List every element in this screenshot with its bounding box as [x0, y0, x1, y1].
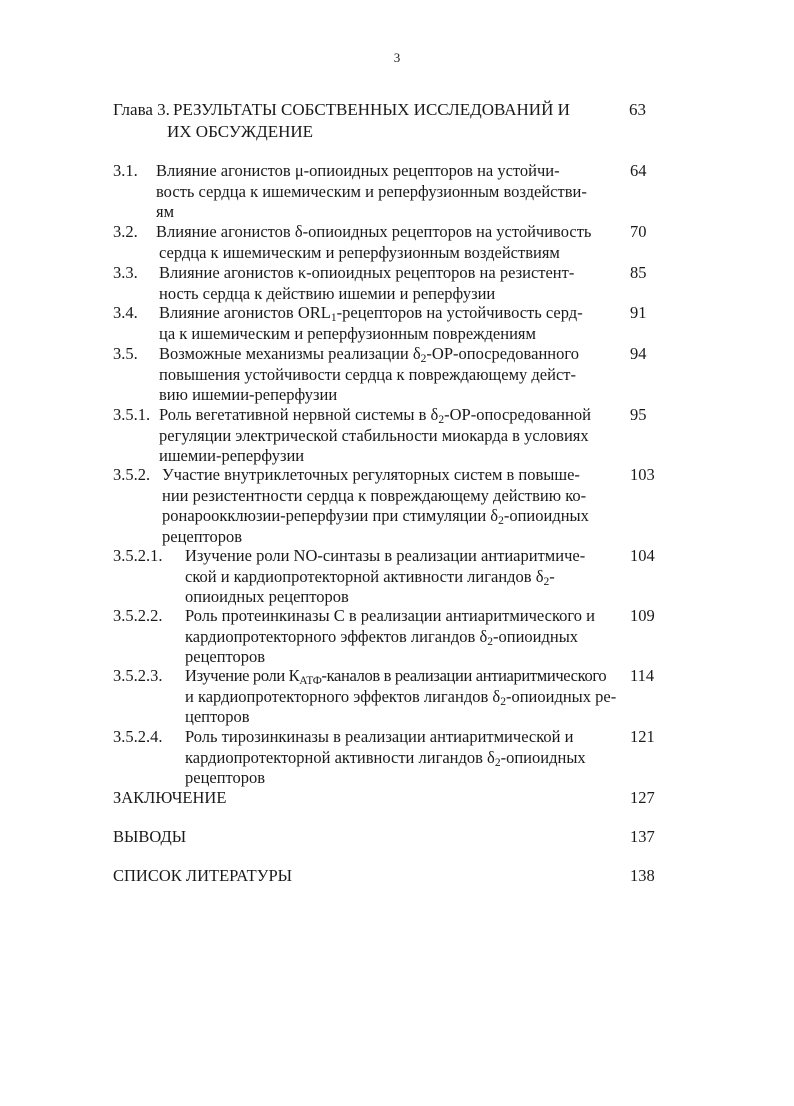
entry-line: ишемии-реперфузии: [159, 446, 305, 465]
entry-line: Влияние агонистов κ-опиоидных рецепторов на резистент-: [159, 263, 575, 282]
entry-number: 3.3.: [113, 263, 138, 282]
chapter-page: 63: [629, 100, 646, 119]
toc-entry-conclusions[interactable]: [113, 827, 673, 849]
toc-entry-3-5-2-4[interactable]: [113, 727, 673, 789]
entry-line: повышения устойчивости сердца к повреждающему дейст-: [159, 364, 576, 384]
entry-label: ВЫВОДЫ: [113, 827, 187, 846]
entry-line: Влияние агонистов μ-опиоидных рецепторов на устойчи-: [156, 161, 560, 180]
entry-page: 64: [630, 161, 647, 180]
entry-page: 70: [630, 222, 647, 241]
entry-line: рецепторов: [185, 647, 266, 666]
entry-page: 91: [630, 303, 647, 322]
entry-line: опиоидных рецепторов: [185, 587, 349, 606]
entry-line: Роль тирозинкиназы в реализации антиаритмической и: [185, 727, 574, 746]
entry-line: рецепторов: [162, 526, 243, 546]
entry-number: 3.5.2.4.: [113, 727, 163, 746]
entry-line: кардиопротекторного эффектов лигандов $\delta_2$-опиоидных: [185, 626, 579, 648]
toc-chapter[interactable]: [113, 99, 673, 145]
entry-number: 3.2.: [113, 222, 138, 241]
chapter-title-line2: ИХ ОБСУЖДЕНИЕ: [167, 122, 314, 141]
chapter-title-line1: РЕЗУЛЬТАТЫ СОБСТВЕННЫХ ИССЛЕДОВАНИЙ И: [173, 100, 570, 119]
toc-entry-3-5-2[interactable]: [113, 465, 673, 547]
page-number: 3: [393, 50, 401, 65]
toc-entry-3-5-2-2[interactable]: [113, 606, 673, 668]
entry-line: вию ишемии-реперфузии: [159, 385, 338, 404]
entry-line: Влияние агонистов $ORL_1$-рецепторов на устойчивость серд-: [159, 303, 583, 324]
toc-entry-3-5-1[interactable]: [113, 405, 673, 467]
entry-page: 109: [630, 606, 655, 625]
entry-page: 127: [630, 788, 655, 807]
entry-line: кардиопротекторной активности лигандов $\delta_2$-опиоидных: [185, 747, 586, 769]
entry-number: 3.1.: [113, 161, 138, 180]
entry-line: нии резистентности сердца к повреждающему действию ко-: [162, 485, 587, 505]
chapter-prefix: Глава 3.: [113, 100, 170, 119]
entry-page: 121: [630, 727, 655, 746]
entry-line: ской и кардиопротекторной активности лигандов $\delta_2-$: [185, 566, 555, 588]
entry-line: Возможные механизмы реализации $\delta_2-ОР$-опосредованного: [159, 344, 579, 365]
entry-line: регуляции электрической стабильности миокарда в условиях: [159, 425, 589, 445]
toc-entry-3-5-2-1[interactable]: [113, 546, 673, 608]
entry-line: Участие внутриклеточных регуляторных систем в повыше-: [162, 465, 580, 484]
entry-line: Роль протеинкиназы С в реализации антиаритмического и: [185, 606, 595, 625]
entry-page: 137: [630, 827, 655, 846]
entry-number: 3.5.2.1.: [113, 546, 163, 565]
entry-line: ца к ишемическим и реперфузионным повреждениям: [159, 323, 536, 343]
toc-entry-references[interactable]: [113, 866, 673, 888]
entry-line: ронароокклюзии-реперфузии при стимуляции $\delta_2$-опиоидных: [162, 506, 589, 527]
entry-page: 95: [630, 405, 647, 424]
entry-number: 3.4.: [113, 303, 138, 322]
entry-number: 3.5.2.2.: [113, 606, 163, 625]
toc-entry-3-5-2-3[interactable]: [113, 666, 673, 728]
toc-entry-3-4[interactable]: [113, 303, 673, 345]
entry-number: 3.5.1.: [113, 405, 151, 424]
entry-page: 114: [630, 666, 655, 685]
entry-line: цепторов: [185, 707, 250, 726]
entry-number: 3.5.2.3.: [113, 666, 163, 685]
entry-line: Изучение роли $К_{АТФ}$-каналов в реализации антиаритмического: [185, 666, 607, 687]
toc-entry-3-2[interactable]: [113, 222, 673, 264]
entry-page: 94: [630, 344, 647, 363]
entry-line: сердца к ишемическим и реперфузионным воздействиям: [159, 242, 560, 262]
entry-page: 85: [630, 263, 647, 282]
entry-line: Роль вегетативной нервной системы в $\delta_2-ОР$-опосредованной: [159, 405, 591, 426]
toc-entry-3-5[interactable]: [113, 344, 673, 406]
entry-page: 138: [630, 866, 655, 885]
entry-number: 3.5.2.: [113, 465, 151, 484]
entry-line: Изучение роли NO-синтазы в реализации антиаритмиче-: [185, 546, 586, 565]
toc-entry-3-3[interactable]: [113, 263, 673, 305]
entry-line: и кардиопротекторного эффектов лигандов $\delta_2$-опиоидных ре-: [185, 686, 617, 708]
entry-line: ность сердца к действию ишемии и реперфузии: [159, 283, 496, 303]
toc-entry-3-1[interactable]: [113, 161, 673, 223]
entry-line: Влияние агонистов δ-опиоидных рецепторов на устойчивость: [156, 222, 592, 241]
entry-page: 103: [630, 465, 655, 484]
entry-page: 104: [630, 546, 655, 565]
entry-number: 3.5.: [113, 344, 138, 363]
entry-line: вость сердца к ишемическим и реперфузионным воздействи-: [156, 181, 587, 201]
entry-line: ям: [156, 202, 175, 221]
entry-line: рецепторов: [185, 768, 266, 787]
entry-label: СПИСОК ЛИТЕРАТУРЫ: [113, 866, 293, 885]
entry-label: ЗАКЛЮЧЕНИЕ: [113, 788, 227, 807]
toc-entry-conclusion[interactable]: [113, 788, 673, 810]
